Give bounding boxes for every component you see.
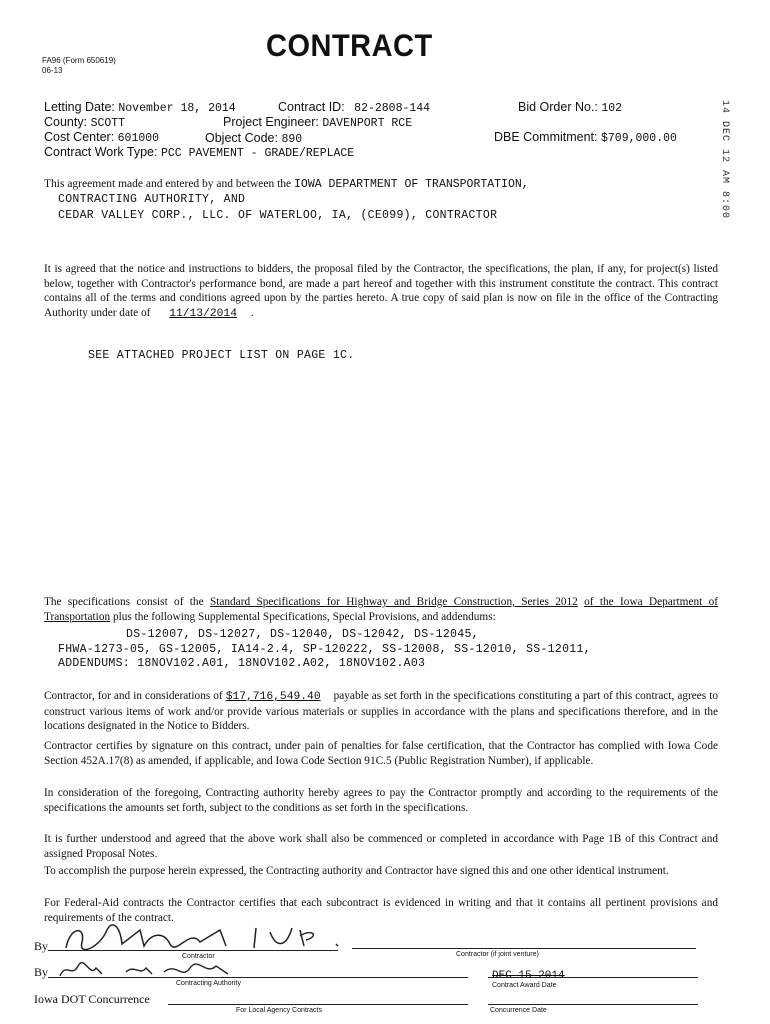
dot-concurrence-label: Iowa DOT Concurrence [34,992,150,1006]
letting-date: Letting Date: November 18, 2014 [44,100,236,115]
contract-id: Contract ID: 82-2808-144 [278,100,431,115]
agreement-authority: CONTRACTING AUTHORITY, AND [58,193,246,206]
contractor-signature [60,922,360,954]
standard-specifications: Standard Specifications for Highway and Bridge Construction, Series 2012 [209,596,578,608]
contract-amount: $17,716,549.40 [225,691,321,703]
agreement-contractor: CEDAR VALLEY CORP., LLC. OF WATERLOO, IA, (CE099), CONTRACTOR [58,209,498,222]
dot-concurrence-line [168,1004,468,1005]
agreement-intro: This agreement made and entered by and between the IOWA DEPARTMENT OF TRANSPORTATION, [44,178,529,191]
contractor-caption: Contractor [182,953,215,960]
joint-venture-caption: Contractor (if joint venture) [456,951,539,958]
authority-signature [56,958,246,982]
work-type: Contract Work Type: PCC PAVEMENT - GRADE/REPLACE [44,145,355,160]
dbe-commitment: DBE Commitment: $709,000.00 [494,130,677,145]
consideration-paragraph: Contractor, for and in considerations of $17,716,549.40 payable as set forth in the specifications constituting a part of this contract, agrees to construct various items of work and/or provide various materials or supplies in accordance with the plans and specifications therefore, and in the locations designated in the Notice to Bidders. [44,690,718,732]
schedule-paragraph: It is further understood and agreed that the above work shall also be commenced or completed in accordance with Page 1B of this Contract and assigned Proposal Notes. [44,833,718,860]
specifications-paragraph: The specifications consist of the Standard Specifications for Highway and Bridge Construction, Series 2012 of the Iowa Department of Transportation plus the following Supplemental Specifications, Special Provisions, and addendums: [44,596,719,623]
purpose-paragraph: To accomplish the purpose herein expressed, the Contracting authority and Contractor have signed this and one other identical instrument. [44,865,669,877]
concurrence-date-line [488,1004,698,1005]
page-title: CONTRACT [266,28,433,64]
certification-paragraph: Contractor certifies by signature on this contract, under pain of penalties for false certification, that the Contractor has complied with Iowa Code Section 452A.17(8) as amended, if applicable, and Iowa Code Section 91C.5 (Public Registration Number), if applicable. [44,740,718,767]
by-label-2: By [34,965,49,979]
cost-center: Cost Center: 601000 [44,130,160,145]
received-stamp: 14 DEC 12 AM 8:00 [719,100,730,220]
project-list-note: SEE ATTACHED PROJECT LIST ON PAGE 1C. [88,349,355,362]
by-label-1: By [34,939,49,953]
project-engineer: Project Engineer: DAVENPORT RCE [223,115,413,130]
spec-list-line-1: DS-12007, DS-12027, DS-12040, DS-12042, DS-12045, [126,628,479,641]
plan-date: 11/13/2014 [169,307,237,320]
payment-paragraph: In consideration of the foregoing, Contracting authority hereby agrees to pay the Contractor promptly and according to the requirements of the specifications the amounts set forth, subject to the conditions as set forth in the specifications. [44,787,718,814]
object-code: Object Code: 890 [205,131,303,146]
joint-venture-line [352,948,696,949]
local-agency-caption: For Local Agency Contracts [236,1007,322,1014]
award-date-caption: Contract Award Date [492,982,557,989]
form-id: FA96 (Form 650619) 06-13 [42,56,116,75]
spec-list-line-3: ADDENDUMS: 18NOV102.A01, 18NOV102.A02, 18NOV102.A03 [58,657,426,670]
award-date: DEC 15 2014 [492,970,565,982]
federal-aid-paragraph: For Federal-Aid contracts the Contractor certifies that each subcontract is evidenced in writing and that it contains all pertinent provisions and requirements of the contract. [44,897,718,924]
department-name: of the Iowa Department of Transportation [44,596,719,623]
concurrence-date-caption: Concurrence Date [490,1007,547,1014]
county: County: SCOTT [44,115,126,130]
spec-list-line-2: FHWA-1273-05, GS-12005, IA14-2.4, SP-120222, SS-12008, SS-12010, SS-12011, [58,643,591,656]
authority-caption: Contracting Authority [176,980,241,987]
bid-order: Bid Order No.: 102 [518,100,623,115]
agreed-paragraph: It is agreed that the notice and instructions to bidders, the proposal filed by the Contractor, the specifications, the plan, if any, for project(s) listed below, together with Contractor's performance bond, are made a part hereof and together with this instrument constitute the contract. This contract contains all of the terms and conditions agreed upon by the parties hereto. A true copy of said plan is now on file in the office of the Contracting Authority under date of 11/13/2014 . [44,263,718,320]
